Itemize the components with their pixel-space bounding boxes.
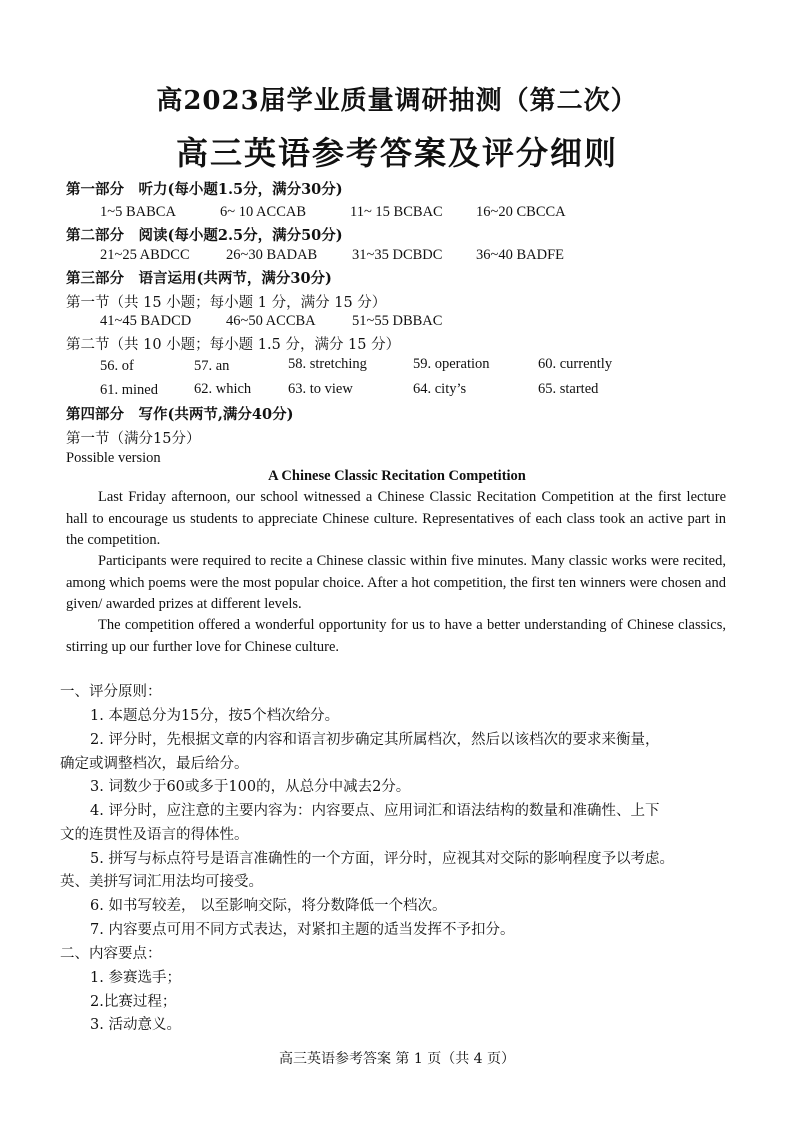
essay-paragraph: Participants were required to recite a Chinese classic within five minutes. Many classic works were recited, among which poems were the most popular choice. After a hot competition, the first ten winners were chosen and given/ awarded prizes at different levels. [66,553,726,612]
answer-group: 41~45 BADCD [100,313,192,329]
rule-item-continued: 文的连贯性及语言的得体性。 [60,827,249,843]
point-item: 2.比赛过程； [90,994,177,1010]
answer-item: 64. city’s [413,381,467,397]
rule-item: 6. 如书写较差， 以至影响交际，将分数降低一个档次。 [90,898,447,914]
rule-item: 7. 内容要点可用不同方式表达，对紧扣主题的适当发挥不予扣分。 [90,922,515,938]
answer-group: 1~5 BABCA [100,204,176,220]
rule-item: 4. 评分时，应注意的主要内容为：内容要点、应用词汇和语法结构的数量和准确性、上下 [90,803,660,819]
rule-item: 5. 拼写与标点符号是语言准确性的一个方面，评分时，应视其对交际的影响程度予以考虑。 [90,851,674,867]
points-heading: 二、内容要点： [60,946,162,962]
part4-section1-heading: 第一节（满分15分） [66,431,201,447]
document-title: 高2023届学业质量调研抽测（第二次） [156,86,638,116]
answer-item: 62. which [194,381,252,397]
answer-group: 16~20 CBCCA [476,204,566,220]
rules-heading: 一、评分原则： [60,684,162,700]
document-subtitle: 高三英语参考答案及评分细则 [175,134,618,172]
answer-item: 59. operation [413,356,490,372]
part3-section2-heading: 第二节（共 10 小题；每小题 1.5 分，满分 15 分） [66,337,401,353]
rule-item: 1. 本题总分为15分，按5个档次给分。 [90,708,340,724]
answer-group: 46~50 ACCBA [226,313,316,329]
page-footer: 高三英语参考答案 第 1 页（共 4 页） [278,1051,516,1067]
answer-item: 61. mined [100,382,158,398]
point-item: 1. 参赛选手； [90,970,181,986]
essay-title: A Chinese Classic Recitation Competition [268,468,526,484]
essay-paragraph: The competition offered a wonderful opportunity for us to have a better understanding of Chinese classics, stirring up our further love for Chinese culture. [66,617,726,655]
rule-item-continued: 英、美拼写词汇用法均可接受。 [60,874,263,890]
answer-item: 56. of [100,358,134,374]
possible-version-label: Possible version [66,450,161,466]
rule-item: 3. 词数少于60或多于100的，从总分中减去2分。 [90,779,411,795]
rule-item-continued: 确定或调整档次，最后给分。 [60,756,249,772]
answer-group: 11~ 15 BCBAC [350,204,443,220]
point-item: 3. 活动意义。 [90,1017,181,1033]
answer-item: 60. currently [538,356,613,372]
answer-item: 58. stretching [288,356,367,372]
rule-item: 2. 评分时，先根据文章的内容和语言初步确定其所属档次，然后以该档次的要求来衡量， [90,732,660,748]
answer-item: 63. to view [288,381,353,397]
answer-item: 65. started [538,381,599,397]
part1-heading: 第一部分 听力(每小题1.5分，满分30分) [66,181,343,198]
part3-section1-heading: 第一节（共 15 小题；每小题 1 分，满分 15 分） [66,295,387,311]
essay-paragraph: Last Friday afternoon, our school witnessed a Chinese Classic Recitation Competition at the first lecture hall to encourage us students to appreciate Chinese culture. Representatives of each class took an active part in the competition. [66,489,726,548]
answer-group: 31~35 DCBDC [352,247,443,263]
answer-group: 51~55 DBBAC [352,313,443,329]
part2-heading: 第二部分 阅读(每小题2.5分，满分50分) [66,227,343,244]
part3-heading: 第三部分 语言运用(共两节，满分30分) [66,270,332,287]
answer-group: 26~30 BADAB [226,247,318,263]
answer-group: 36~40 BADFE [476,247,565,263]
part4-heading: 第四部分 写作(共两节,满分40分) [66,406,294,423]
answer-group: 21~25 ABDCC [100,247,190,263]
answer-item: 57. an [194,358,230,374]
answer-group: 6~ 10 ACCAB [220,204,307,220]
